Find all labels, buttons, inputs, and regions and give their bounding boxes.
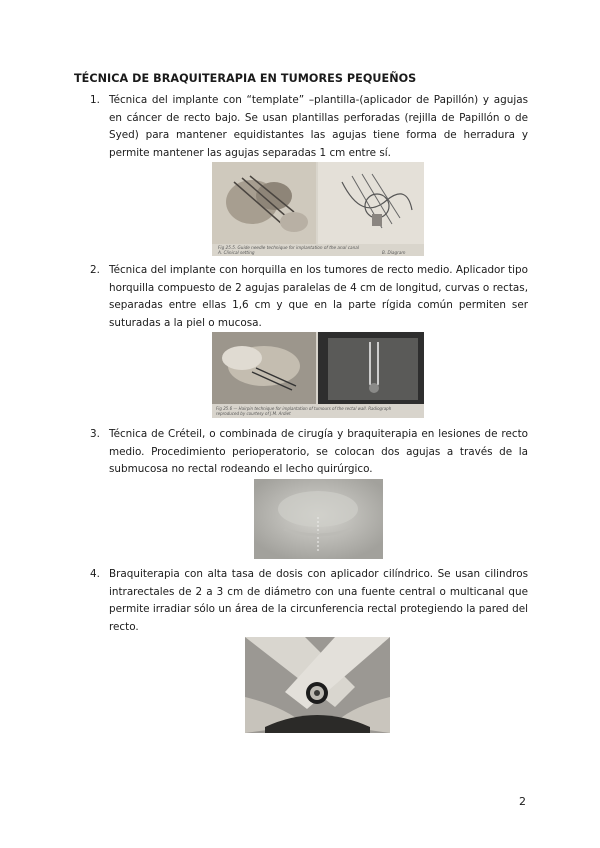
list-item	[90, 566, 528, 636]
list-item-text: Técnica del implante con “template” –plantilla-(aplicador de Papillón) y agujas en cáncer de recto bajo. Se usan plantillas perforadas (rejilla de Papillón o de Syed) para mantener equidistantes las agujas tiene forma de herradura y permite mantener las agujas separadas 1 cm entre sí.	[109, 94, 528, 159]
list-item	[90, 262, 528, 332]
list-item	[90, 426, 528, 479]
figure-caption: B. Diagram	[382, 250, 406, 255]
list-item-text: Braquiterapia con alta tasa de dosis con aplicador cilíndrico. Se usan cilindros intrarectales de 2 a 3 cm de diámetro con una fuente central o multicanal que permite irradiar sólo un área de la circunferencia rectal protegiendo la pared del recto.	[109, 568, 528, 633]
list-item	[90, 92, 528, 162]
page-title: TÉCNICA DE BRAQUITERAPIA EN TUMORES PEQUEÑOS	[74, 72, 417, 85]
figure-caption: Fig 25.5. Guide needle technique for implantation of the anal canal	[218, 245, 359, 250]
figure-creteil-xray-image	[254, 479, 383, 559]
figure-caption: A. Clinical setting	[218, 250, 255, 255]
figure-hairpin-implant-image	[212, 332, 424, 418]
figure-caption: reproduced by courtesy of J.M. Ardiet	[216, 411, 291, 416]
list-item-text: Técnica del implante con horquilla en los tumores de recto medio. Aplicador tipo horquilla compuesto de 2 agujas paralelas de 4 cm de longitud, curvas o rectas, separadas entre ellas 1,6 cm y que en la parte rígida común permiten ser suturadas a la piel o mucosa.	[109, 264, 528, 329]
figure-hairpin-implant	[212, 332, 424, 418]
figure-cylinder-applicator-image	[245, 637, 390, 733]
page-number: 2	[519, 795, 526, 808]
list-number: 4.	[90, 568, 100, 580]
list-item-text: Técnica de Créteil, o combinada de cirugía y braquiterapia en lesiones de recto medio. Procedimiento perioperatorio, se colocan dos agujas a través de la submucosa no rectal rodeando el lecho quirúrgico.	[109, 428, 528, 475]
figure-cylinder-applicator	[245, 637, 390, 733]
list-number: 1.	[90, 94, 100, 106]
figure-template-implant	[212, 162, 424, 256]
figure-caption: Fig 25.6 — Hairpin technique for implantation of tumours of the rectal wall. Radiograph	[216, 406, 392, 411]
figure-template-implant-image	[212, 162, 424, 256]
figure-creteil-xray	[254, 479, 383, 559]
list-number: 2.	[90, 264, 100, 276]
list-number: 3.	[90, 428, 100, 440]
